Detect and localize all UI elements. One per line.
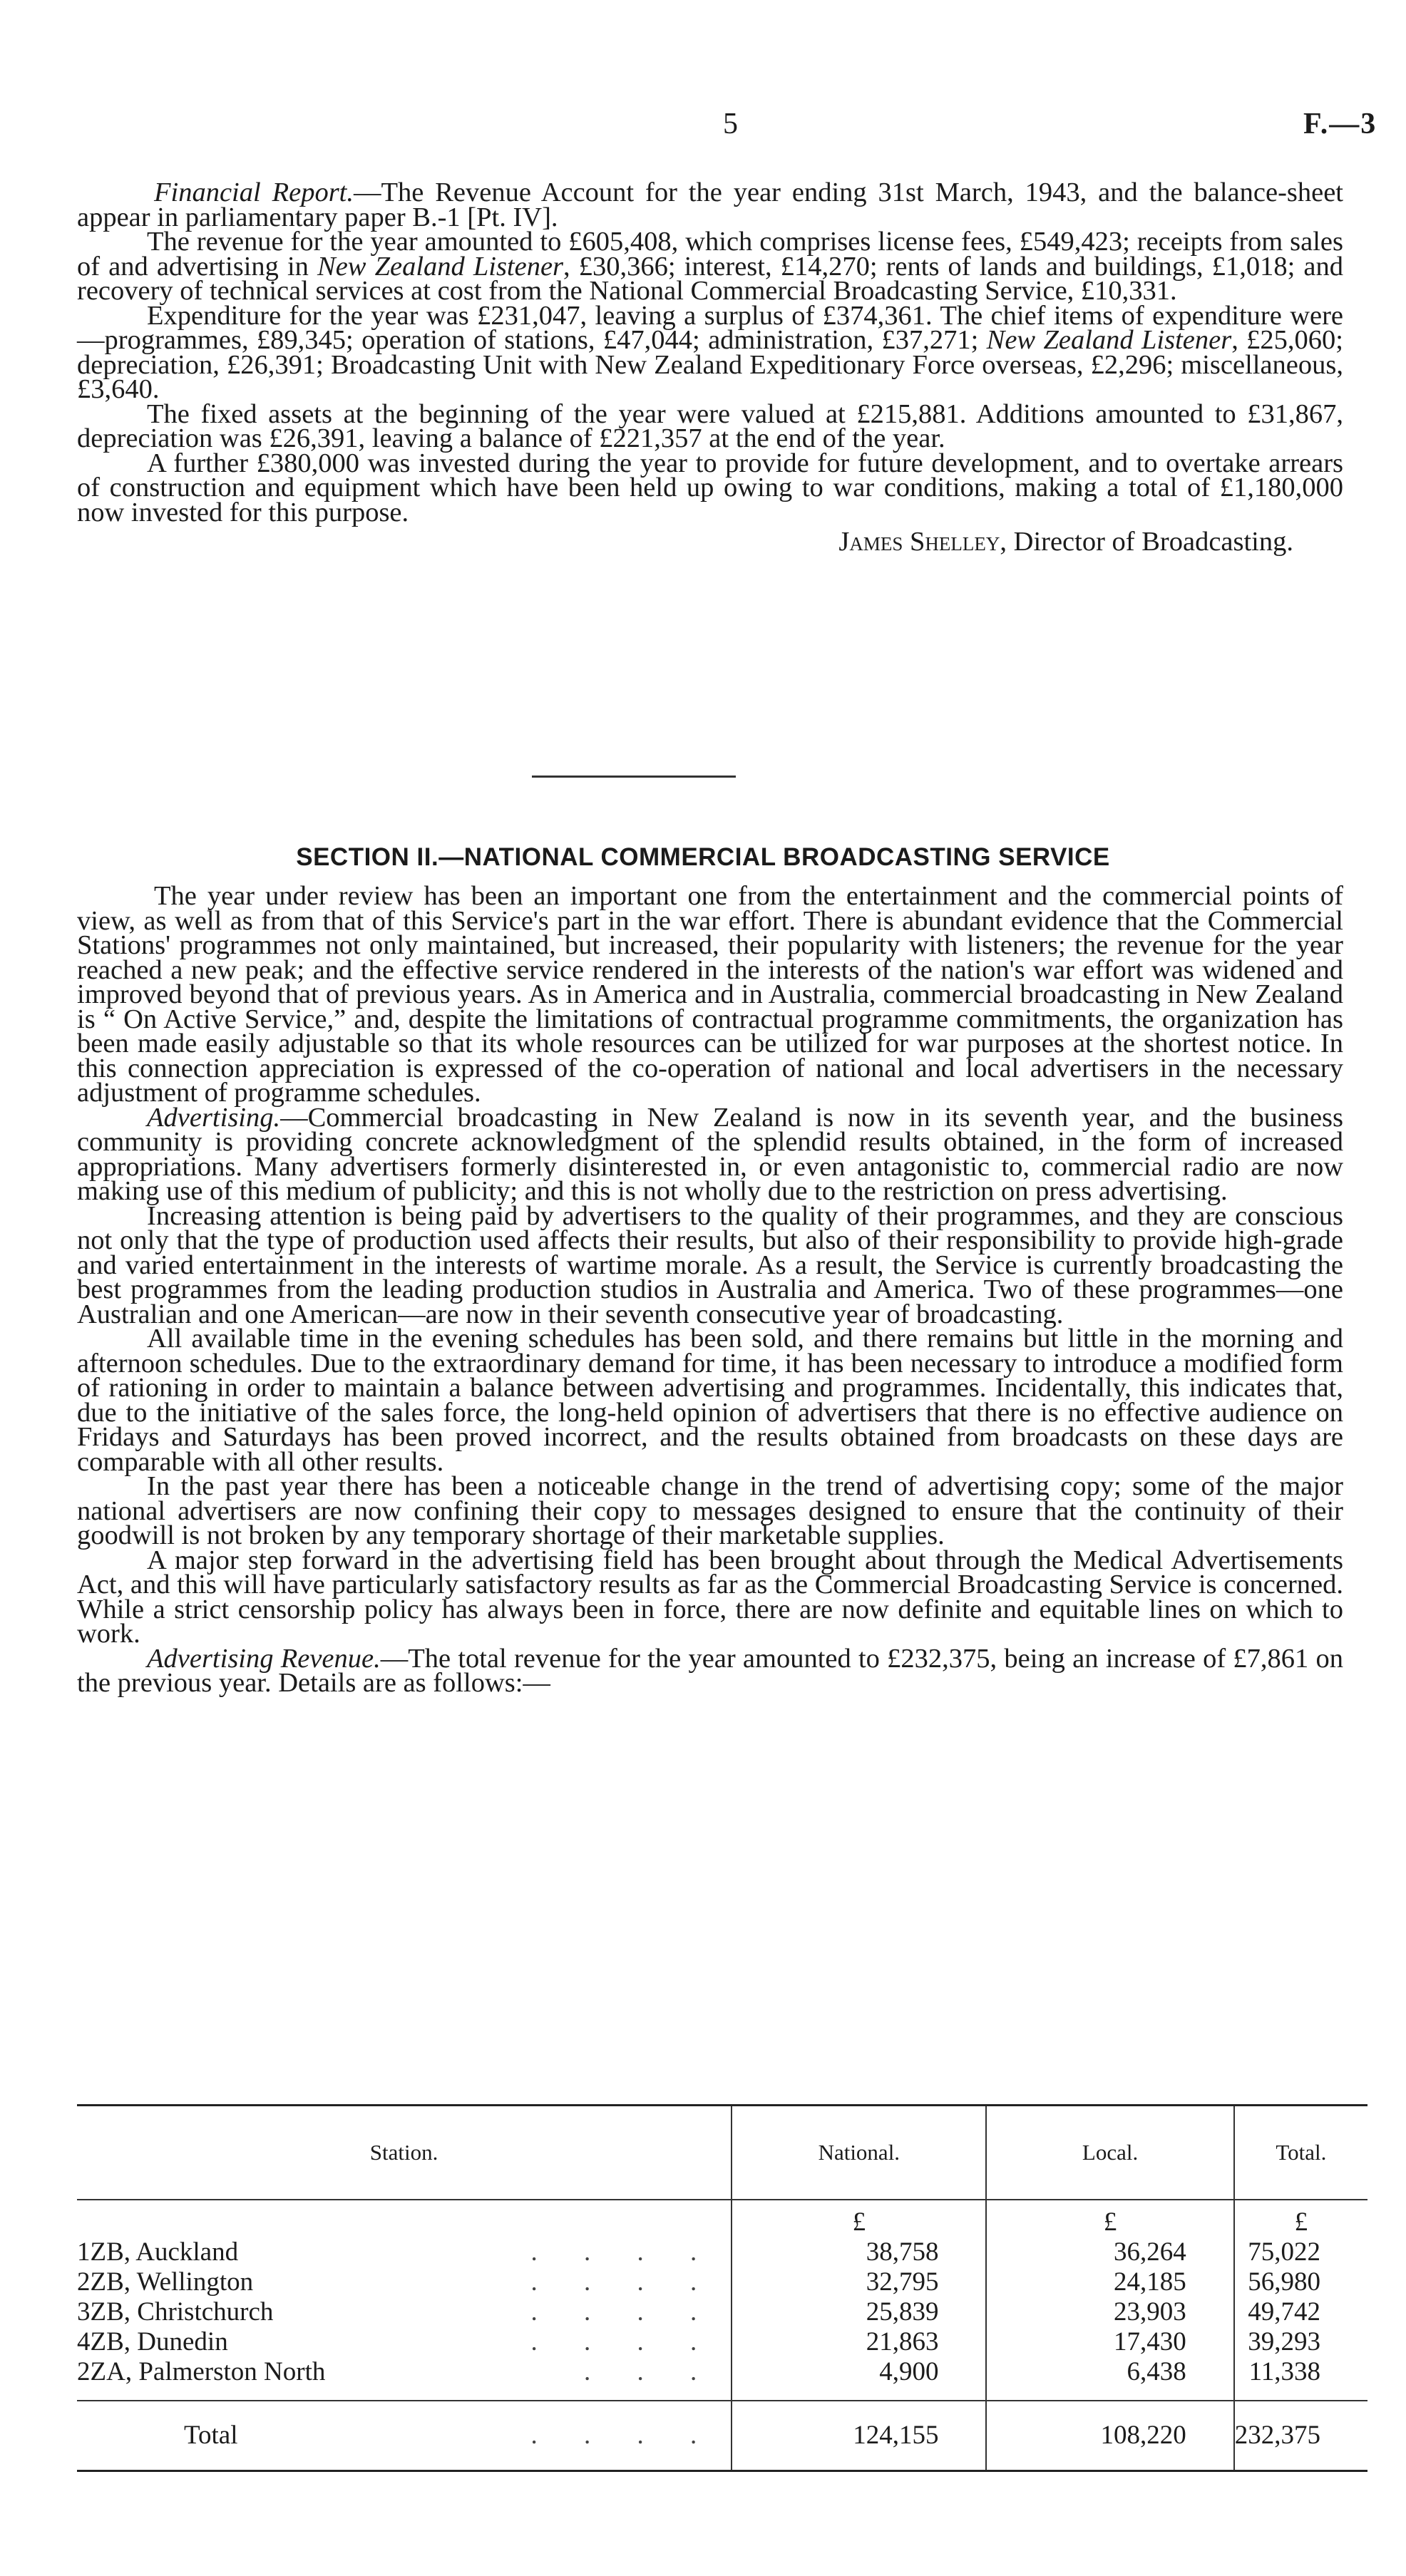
paragraph — [77, 177, 1343, 232]
paragraph-text: , £25,060; depreciation, £26,391; Broadcasting Unit with New Zealand Expeditionary Force overseas, £2,296; miscellaneous, £3,640. — [77, 325, 1344, 404]
table-row — [77, 2357, 1367, 2401]
station-name: 2ZA, Palmerston North — [77, 2357, 326, 2386]
paragraph-text: —The Revenue Account for the year ending 31st March, 1943, and the balance-sheet appear in parliamentary paper B.-1 [Pt. IV]. — [77, 177, 1343, 232]
table-row — [77, 2237, 1367, 2267]
paragraph: A major step forward in the advertising field has been brought about through the Medical Advertisements Act, and this will have particularly satisfactory results as far as the Commercial Broadcasting Service is concerned. While a strict censorship policy has always been in force, there are now definite and equitable lines on which to work. — [77, 1545, 1343, 1649]
table-row — [77, 2267, 1367, 2297]
total-value: 56,980 — [1234, 2267, 1367, 2297]
station-name: 4ZB, Dunedin — [77, 2327, 228, 2356]
leader-dots: . . . . — [530, 2267, 717, 2297]
leader-dots: . . . . — [530, 2421, 717, 2450]
run-in-heading: Advertising Revenue. — [147, 1643, 381, 1674]
total-label: Total — [184, 2421, 238, 2450]
signatory-name: James Shelley — [838, 527, 1000, 557]
column-header-total: Total. — [1234, 2106, 1367, 2200]
paragraph: The year under review has been an important one from the entertainment and the commercial points of view, as well as from that of this Service's part in the war effort. There is abundant evidence that the Commercial Stations' programmes not only maintained, but increased, their popularity with listeners; the revenue for the year reached a new peak; and the effective service rendered in the interests of the nation's war effort was widened and improved beyond that of previous years. As in America and in Australia, commercial broadcasting in New Zealand is “ On Active Service,” and, despite the limitations of contractual programme commitments, the organization has been made easily adjustable so that its whole resources can be utilized for war purposes at the shortest notice. In this connection appreciation is expressed of the co-operation of national and local advertisers in the necessary adjustment of programme schedules. — [77, 881, 1343, 1108]
grand-total: 232,375 — [1234, 2401, 1367, 2471]
total-value: 49,742 — [1234, 2297, 1367, 2327]
station-cell — [77, 2357, 732, 2401]
total-value: 75,022 — [1234, 2237, 1367, 2267]
station-cell — [77, 2237, 732, 2267]
paragraph: In the past year there has been a noticeable change in the trend of advertising copy; some of the major national advertisers are now confining their copy to messages designed to ensure that the continuity of their goodwill is not broken by any temporary shortage of their marketable supplies. — [77, 1471, 1343, 1550]
national-value: 4,900 — [732, 2357, 986, 2401]
leader-dots: . . . — [583, 2357, 717, 2386]
paragraph — [77, 227, 1343, 306]
national-total: 124,155 — [732, 2401, 986, 2471]
paragraph: The fixed assets at the beginning of the year were valued at £215,881. Additions amounted to £31,867, depreciation was £26,391, leaving a balance of £221,357 at the end of the year. — [77, 398, 1343, 453]
station-cell — [77, 2401, 732, 2471]
signature — [77, 526, 1343, 557]
paragraph — [77, 300, 1344, 404]
table-row — [77, 2327, 1367, 2357]
national-value: 21,863 — [732, 2327, 986, 2357]
unit-local: £ — [986, 2200, 1233, 2237]
local-value: 24,185 — [986, 2267, 1233, 2297]
financial-report — [77, 177, 1344, 557]
total-value: 11,338 — [1234, 2357, 1367, 2401]
publication-title: New Zealand Listener — [317, 251, 564, 282]
paragraph-text: , £30,366; interest, £14,270; rents of lands and buildings, £1,018; and recovery of technical services at cost from the National Commercial Broadcasting Service, £10,331. — [77, 251, 1343, 306]
station-name: 1ZB, Auckland — [77, 2237, 239, 2267]
section-title: SECTION II.—NATIONAL COMMERCIAL BROADCASTING SERVICE — [296, 843, 1110, 871]
national-value: 25,839 — [732, 2297, 986, 2327]
paragraph-text: —The total revenue for the year amounted to £232,375, being an increase of £7,861 on the previous year. Details are as follows:— — [77, 1643, 1343, 1698]
column-header-local: Local. — [986, 2106, 1233, 2200]
total-value: 39,293 — [1234, 2327, 1367, 2357]
leader-dots: . . . . — [530, 2237, 717, 2267]
unit-national: £ — [732, 2200, 986, 2237]
local-value: 6,438 — [986, 2357, 1233, 2401]
column-header-station: Station. — [77, 2106, 732, 2200]
local-total: 108,220 — [986, 2401, 1233, 2471]
paragraph-text: Expenditure for the year was £231,047, leaving a surplus of £374,361. The chief items of expenditure were—programmes, £89,345; operation of stations, £47,044; administration, £37,271; — [77, 300, 1343, 355]
station-cell — [77, 2267, 732, 2297]
units-spacer — [77, 2200, 732, 2237]
table-header-row — [77, 2106, 1367, 2200]
paragraph-text: The revenue for the year amounted to £605,408, which comprises license fees, £549,423; receipts from sales of and advertising in — [77, 227, 1343, 282]
page-number: 5 — [723, 108, 738, 140]
national-value: 38,758 — [732, 2237, 986, 2267]
paragraph: Increasing attention is being paid by advertisers to the quality of their programmes, and they are conscious not only that the type of production used affects their results, but also of their responsibility to provide high-grade and varied entertainment in the interests of wartime morale. As a result, the Service is currently broadcasting the best programmes from the leading production studios in Australia and America. Two of these programmes—one Australian and one American—are now in their seventh consecutive year of broadcasting. — [77, 1200, 1343, 1329]
column-header-national: National. — [732, 2106, 986, 2200]
publication-title: New Zealand Listener — [986, 325, 1232, 355]
station-cell — [77, 2297, 732, 2327]
total-row — [77, 2401, 1367, 2471]
signatory-title: , Director of Broadcasting. — [1000, 527, 1293, 557]
unit-total: £ — [1234, 2200, 1367, 2237]
national-value: 32,795 — [732, 2267, 986, 2297]
station-cell — [77, 2327, 732, 2357]
run-in-heading: Financial Report. — [154, 177, 354, 207]
local-value: 36,264 — [986, 2237, 1233, 2267]
station-name: 3ZB, Christchurch — [77, 2297, 274, 2327]
paragraph: A further £380,000 was invested during the year to provide for future development, and to overtake arrears of construction and equipment which have been held up owing to war conditions, making a total of £1,180,000 now invested for this purpose. — [77, 448, 1343, 527]
paragraph: All available time in the evening schedules has been sold, and there remains but little in the morning and afternoon schedules. Due to the extraordinary demand for time, it has been necessary to introduce a modified form of rationing in order to maintain a balance between advertising and programmes. Incidentally, this indicates that, due to the initiative of the sales force, the long-held opinion of advertisers that there is no effective audience on Fridays and Saturdays has been proved incorrect, and the results obtained from broadcasts on these days are comparable with all other results. — [77, 1324, 1343, 1477]
units-row — [77, 2200, 1367, 2237]
paragraph — [77, 1643, 1343, 1698]
document-code: F.—3 — [1303, 108, 1377, 140]
table-row — [77, 2297, 1367, 2327]
station-name: 2ZB, Wellington — [77, 2267, 254, 2297]
paragraph-text: —Commercial broadcasting in New Zealand is now in its seventh year, and the business community is providing concrete acknowledgment of the splendid results obtained, in the form of increased appropriations. Many advertisers formerly disinterested in, or even antagonistic to, commercial radio are now making use of this medium of publicity; and this is not wholly due to the restriction on press advertising. — [77, 1102, 1343, 1206]
run-in-heading: Advertising. — [147, 1102, 281, 1133]
revenue-table — [77, 2104, 1367, 2472]
paragraph — [77, 1102, 1343, 1206]
leader-dots: . . . . — [530, 2327, 717, 2356]
leader-dots: . . . . — [530, 2297, 717, 2327]
section-body — [77, 881, 1343, 1698]
section-divider — [532, 776, 736, 778]
local-value: 23,903 — [986, 2297, 1233, 2327]
local-value: 17,430 — [986, 2327, 1233, 2357]
